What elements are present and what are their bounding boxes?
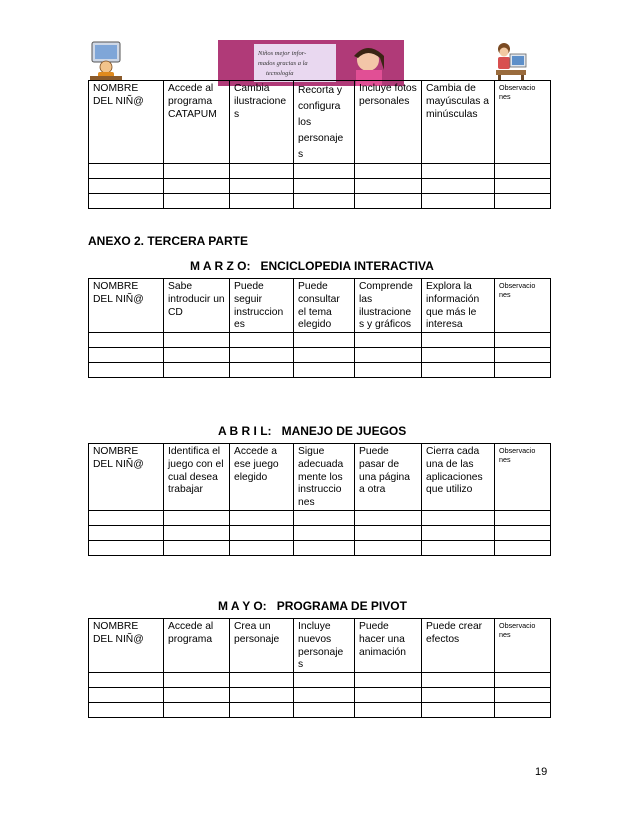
table-row: [89, 333, 551, 348]
header-cell: NOMBRE DEL NIÑ@: [89, 279, 164, 333]
header-cell: Sigue adecuada mente los instruccio nes: [294, 444, 355, 511]
svg-text:tecnología: tecnología: [266, 70, 294, 77]
header-cell: Accede al programa: [164, 619, 230, 673]
header-cell: Recorta y configura los personaje s: [294, 81, 355, 164]
evaluation-table-mayo: [88, 618, 551, 718]
header-cell: Puede crear efectos: [422, 619, 495, 673]
header-cell: Puede seguir instruccion es: [230, 279, 294, 333]
header-cell: Observacio nes: [495, 444, 551, 511]
table-row: [89, 363, 551, 378]
table-header-row: [89, 279, 551, 333]
table-row: [89, 164, 551, 179]
month-title: M A Y O: PROGRAMA DE PIVOT: [218, 599, 407, 613]
header-cell: Cierra cada una de las aplicaciones que utilizo: [422, 444, 495, 511]
table-header-row: [89, 619, 551, 673]
computer-kid-logo-icon: [86, 40, 126, 82]
header-cell: Cambia de mayúsculas a minúsculas: [422, 81, 495, 164]
table-row: [89, 348, 551, 363]
table-row: [89, 688, 551, 703]
header-cell: Crea un personaje: [230, 619, 294, 673]
header-cell: Accede a ese juego elegido: [230, 444, 294, 511]
header-cell: Explora la información que más le interesa: [422, 279, 495, 333]
header-cell: NOMBRE DEL NIÑ@: [89, 81, 164, 164]
svg-text:mados gracias a la: mados gracias a la: [258, 60, 308, 67]
header-cell: Identifica el juego con el cual desea trabajar: [164, 444, 230, 511]
table-row: [89, 703, 551, 718]
header-cell: Cambia ilustracione s: [230, 81, 294, 164]
table-row: [89, 510, 551, 525]
table-row: [89, 194, 551, 209]
header-cell: NOMBRE DEL NIÑ@: [89, 619, 164, 673]
header-cell: Observacio nes: [495, 619, 551, 673]
month-title: M A R Z O: ENCICLOPEDIA INTERACTIVA: [190, 259, 434, 273]
header-cell: Incluye nuevos personaje s: [294, 619, 355, 673]
header-cell: Incluye fotos personales: [355, 81, 422, 164]
table-row: [89, 540, 551, 555]
evaluation-table-marzo: [88, 278, 551, 378]
evaluation-table-abril: [88, 443, 551, 556]
evaluation-table-1: [88, 80, 551, 209]
table-row: [89, 525, 551, 540]
header-cell: Puede consultar el tema elegido: [294, 279, 355, 333]
header-cell: Comprende las ilustracione s y gráficos: [355, 279, 422, 333]
header-cell: Accede al programa CATAPUM: [164, 81, 230, 164]
month-title: A B R I L: MANEJO DE JUEGOS: [218, 424, 407, 438]
header-cell: Observacio nes: [495, 81, 551, 164]
table-header-row: [89, 444, 551, 511]
header-cell: Puede pasar de una página a otra: [355, 444, 422, 511]
child-at-computer-icon: [490, 40, 528, 80]
header-cell: Puede hacer una animación: [355, 619, 422, 673]
table-header-row: [89, 81, 551, 164]
table-row: [89, 179, 551, 194]
header-cell: Observacio nes: [495, 279, 551, 333]
page-number: 19: [535, 766, 548, 778]
section-heading: ANEXO 2. TERCERA PARTE: [88, 234, 249, 248]
header-cell: Sabe introducir un CD: [164, 279, 230, 333]
table-row: [89, 673, 551, 688]
svg-text:Niños mejor infor-: Niños mejor infor-: [258, 50, 307, 57]
header-cell: NOMBRE DEL NIÑ@: [89, 444, 164, 511]
